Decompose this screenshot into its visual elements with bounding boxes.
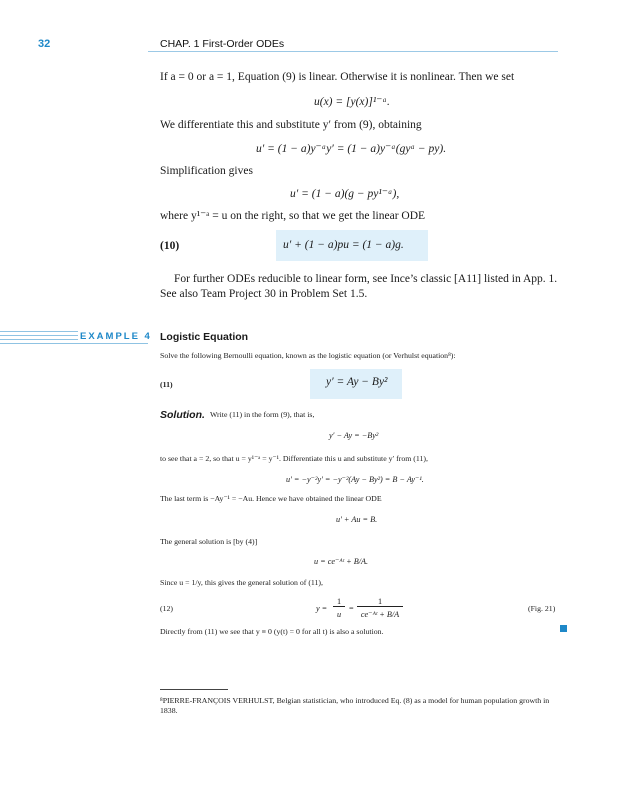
page-number: 32: [38, 38, 51, 50]
equation-12-fraction1-numerator: 1: [333, 597, 345, 607]
equation-u-substitution: u(x) = [y(x)]¹⁻ᵃ.: [314, 96, 390, 108]
example-title: Logistic Equation: [160, 331, 249, 343]
solution-text-5: Since u = 1/y, this gives the general solution of (11),: [160, 578, 323, 587]
solution-label: Solution.: [160, 409, 205, 421]
equation-simplified: u′ = (1 − a)(g − py¹⁻ᵃ),: [290, 188, 400, 200]
end-of-example-marker: [560, 625, 567, 632]
paragraph-intro: If a = 0 or a = 1, Equation (9) is linear. Otherwise it is nonlinear. Then we set: [160, 71, 515, 83]
paragraph-linear-ode: where y¹⁻ᵃ = u on the right, so that we get the linear ODE: [160, 210, 426, 222]
example-label: EXAMPLE 4: [80, 331, 152, 342]
header-rule: [148, 51, 558, 52]
solution-text-2: to see that a = 2, so that u = y¹⁻ᵃ = y⁻¹. Differentiate this u and substitute y′ from (11),: [160, 454, 428, 463]
solution-text-1: Write (11) in the form (9), that is,: [210, 410, 315, 419]
paragraph-further-odes: For further ODEs reducible to linear form, see Ince’s classic [A11] listed in App. 1. See also Team Project 30 in Problem Set 1.5.: [160, 273, 558, 300]
footnote-rule: [160, 689, 228, 690]
equation-12-lhs: y =: [316, 604, 328, 613]
solution-text-3: The last term is −Ay⁻¹ = −Au. Hence we have obtained the linear ODE: [160, 494, 382, 503]
equation-11: y′ = Ay − By²: [326, 376, 388, 388]
example-intro: Solve the following Bernoulli equation, known as the logistic equation (or Verhulst equation⁸):: [160, 351, 456, 360]
running-header: CHAP. 1 First-Order ODEs: [160, 38, 285, 50]
equation-12-equals: =: [349, 604, 354, 613]
solution-equation-3: u′ + Au = B.: [336, 515, 378, 524]
solution-equation-4: u = ce⁻ᴬᵗ + B/A.: [314, 557, 369, 566]
equation-12-fraction2-numerator: 1: [357, 597, 403, 607]
solution-equation-1: y′ − Ay = −By²: [329, 431, 379, 440]
paragraph-differentiate: We differentiate this and substitute y′ from (9), obtaining: [160, 119, 422, 131]
equation-10: u′ + (1 − a)pu = (1 − a)g.: [283, 239, 404, 251]
solution-equation-2: u′ = −y⁻²y′ = −y⁻²(Ay − By²) = B − Ay⁻¹.: [286, 475, 424, 484]
paragraph-simplification: Simplification gives: [160, 165, 253, 177]
equation-10-label: (10): [160, 240, 180, 252]
equation-12-label: (12): [160, 604, 173, 613]
figure-reference: (Fig. 21): [528, 604, 556, 613]
solution-text-6: Directly from (11) we see that y ≡ 0 (y(t) = 0 for all t) is also a solution.: [160, 627, 384, 636]
equation-12-fraction1-denominator: u: [336, 610, 342, 619]
solution-text-4: The general solution is [by (4)]: [160, 537, 258, 546]
equation-12-fraction2-denominator: ce⁻ᴬᵗ + B/A: [360, 610, 400, 619]
footnote: ⁸PIERRE-FRANÇOIS VERHULST, Belgian statistician, who introduced Eq. (8) as a model for human population growth in 1838.: [160, 696, 550, 716]
equation-11-label: (11): [160, 380, 173, 389]
equation-u-prime: u′ = (1 − a)y⁻ᵃy′ = (1 − a)y⁻ᵃ(gyᵃ − py).: [256, 143, 447, 155]
